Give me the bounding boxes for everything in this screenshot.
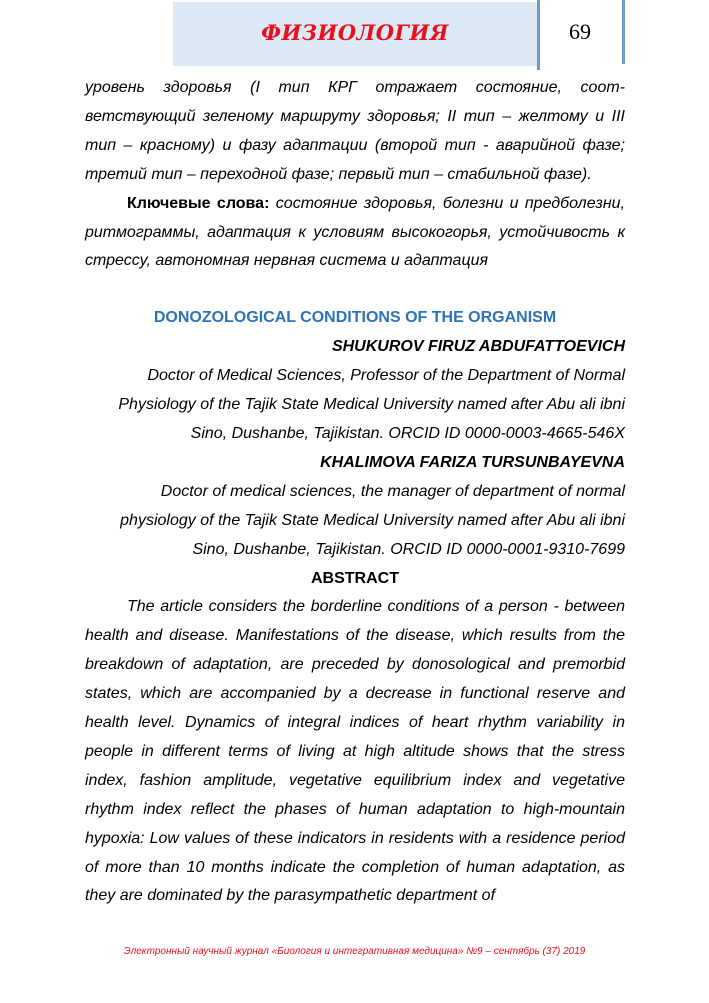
abstract-heading: ABSTRACT <box>311 569 399 587</box>
russian-keywords <box>85 190 625 277</box>
header-divider-line <box>537 0 540 70</box>
author-affiliation: Doctor of Medical Sciences, Professor of the Department of Normal Physiology of the Tajik State Medical University named after Abu ali ibni Sino, Dushanbe, Tajikistan. ORCID ID 0000-0003-4665-546X <box>118 367 625 442</box>
author-affiliation: Doctor of medical sciences, the manager of department of normal physiology of the Tajik State Medical University named after Abu ali ibni Sino, Dushanbe, Tajikistan. ORCID ID 0000-0001-9310-7699 <box>120 482 625 558</box>
page-number: 69 <box>569 19 591 44</box>
author-name: KHALIMOVA FARIZA TURSUNBAYEVNA <box>320 453 625 471</box>
section-spacer <box>85 276 625 304</box>
page-content <box>85 74 625 911</box>
keywords-label: Ключевые слова: <box>127 194 270 212</box>
russian-abstract-continuation: уровень здоровья (I тип КРГ отражает состояние, соот-ветствующий зеленому маршруту здоровья; II тип – желтому и III тип – красному) и фазу адаптации (второй тип - аварийной фазе; третий тип – переходной фазе; первый тип – стабильной фазе). <box>85 79 625 183</box>
journal-footer: Электронный научный журнал «Биология и интегративная медицина» №9 – сентябрь (37) 2019 <box>123 946 586 957</box>
keywords-text: состояние здоровья, болезни и предболезни, ритмограммы, адаптация к условиям высокогорья, устойчивость к стрессу, автономная нервная система и адаптация <box>85 194 626 270</box>
abstract-text: The article considers the borderline conditions of a person - between health and disease. Manifestations of the disease, which results from the breakdown of adaptation, are preceded by donosological and premorbid states, which are accompanied by a decrease in functional reserve and health level. Dynamics of integral indices of heart rhythm variability in people in different terms of living at high altitude shows that the stress index, fashion amplitude, vegetative equilibrium index and vegetative rhythm index reflect the phases of human adaptation to high-mountain hypoxia: Low values of these indicators in residents with a residence period of more than 10 months indicate the completion of human adaptation, as they are dominated by the parasympathetic department of <box>85 598 625 905</box>
author-name: SHUKUROV FIRUZ ABDUFATTOEVICH <box>331 338 625 356</box>
running-header-title: ФИЗИОЛОГИЯ <box>261 20 449 45</box>
article-title: DONOZOLOGICAL CONDITIONS OF THE ORGANISM <box>153 309 557 327</box>
header-right-border-line <box>622 0 625 64</box>
